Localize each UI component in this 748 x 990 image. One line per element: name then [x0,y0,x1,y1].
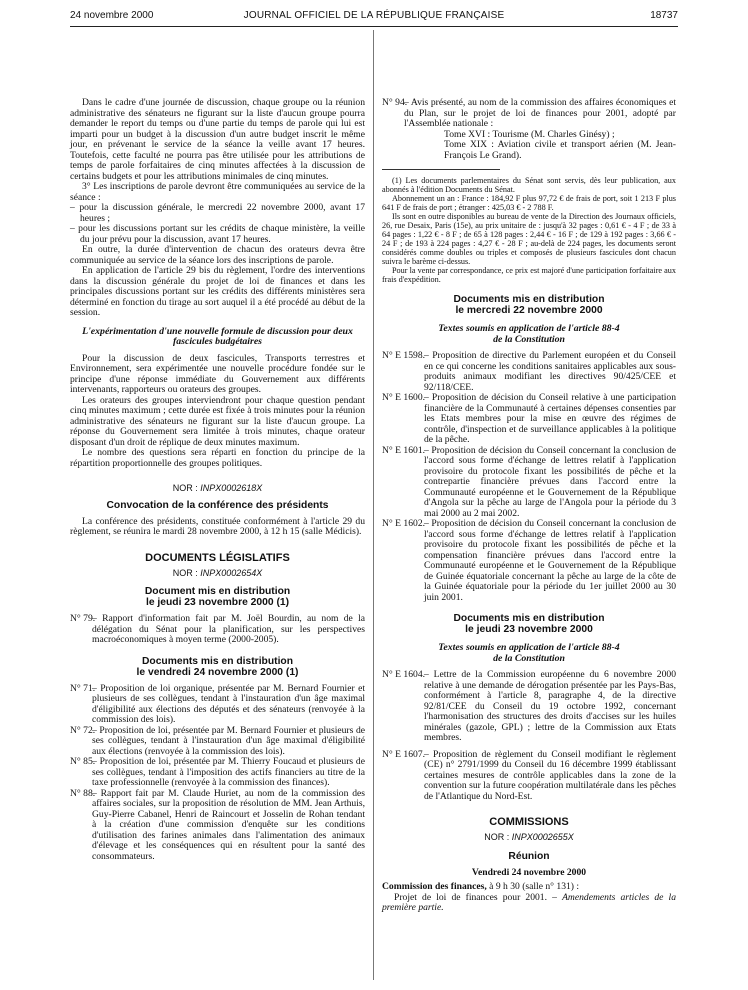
agenda-italic: Amendements articles de la première partie. [382,891,676,913]
document-entry [70,614,365,646]
entry-text: – Proposition de décision du Conseil concernant la conclusion de l'accord sous forme d'échange de lettres relatif à l'application provisoire du protocole fixant les possibilités de pêche et la contrepartie financière prévues dans l'accord entre la Communauté européenne et le Gouvernement de la République d'Angola sur la pêche au large de l'Angola pour la période du 3 mai 2000 au 2 mai 2002. [424,444,676,519]
entry-number: N° 72. [70,724,96,736]
nor-reference [70,483,365,494]
nor-code: INPX0002618X [200,483,263,493]
header-rule [70,26,678,27]
section-subtitle: L'expérimentation d'une nouvelle formule de discussion pour deux fascicules budgétaires [82,325,353,347]
entry-text: – Avis présenté, au nom de la commission des affaires économiques et du Plan, sur le projet de loi de finances pour 2001, adopté par l'Assemblée nationale : [404,97,676,129]
entry-text: – Lettre de la Commission européenne du 6 novembre 2000 relative à une demande de dérogation présentée par les Pays-Bas, conformément à l'article 8, paragraphe 4, de la directive 92/81/CEE du Conseil du 19 octobre 1992, concernant l'harmonisation des structures des droits d'accises sur les huiles minérales (gazole, GPL) ; lettre de la Commission aux Etats membres. [424,669,676,743]
reunion-date: Vendredi 24 novembre 2000 [471,866,587,878]
section-heading: DOCUMENTS LÉGISLATIFS [145,551,290,564]
distribution-heading: le mercredi 22 novembre 2000 [455,305,603,316]
entry-number: N° E 1602. [382,518,426,529]
paragraph: Le nombre des questions sera réparti en fonction du principe de la répartition proportionnelle des groupes politiques. [70,447,365,469]
header-date: 24 novembre 2000 [70,10,154,21]
nor-code: INPX0002655X [511,832,574,842]
paragraph: Les orateurs des groupes interviendront pour chaque question pendant cinq minutes maximum ; cette durée est fixée à trois minutes pour la réunion administrative des sénateurs ne figurant sur la liste d'aucun groupe. La réponse du Gouvernement sera limitée à trois minutes, chaque orateur disposant d'un droit de réplique de deux minutes maximum. [70,394,365,448]
section-subtitle: Textes soumis en application de l'article 88-4 [438,323,620,334]
distribution-heading: Documents mis en distribution [141,655,294,667]
right-column [382,98,676,914]
paragraph: La conférence des présidents, constituée conformément à l'article 29 du règlement, se réunira le mardi 28 novembre 2000, à 12 h 15 (salle Médicis). [70,515,365,537]
nor-code: INPX0002654X [200,567,263,578]
commission-time: à 9 h 30 (salle n° 131) : [489,881,580,892]
entry-number: N° E 1598. [382,350,426,361]
entry-number: N° E 1607. [382,748,426,760]
distribution-heading: le jeudi 23 novembre 2000 [465,624,593,635]
document-entry [382,98,676,130]
page-header [12,10,736,24]
tome-line: Tome XIX : Aviation civile et transport aérien (M. Jean-François Le Grand). [444,139,676,161]
bullet-item: – pour la discussion générale, le mercredi 22 novembre 2000, avant 17 heures ; [70,202,365,224]
nor-label: NOR : [172,567,198,578]
distribution-heading: Documents mis en distribution [453,613,605,624]
header-page-number: 18737 [650,10,678,21]
document-entry [382,750,676,803]
document-entry [382,519,676,603]
entry-number: N° 85. [70,756,96,767]
document-entry [70,757,365,789]
document-entry [70,789,365,863]
entry-text: – Proposition de directive du Parlement européen et du Conseil en ce qui concerne les conditions sanitaires applicables aux sous-produits animaux modifiant les directives 90/425/CEE et 92/118/CEE. [424,350,676,393]
section-heading: COMMISSIONS [489,816,569,828]
document-entry [382,393,676,446]
tome-line: Tome XVI : Tourisme (M. Charles Ginésy) ; [444,128,615,140]
commission-name: Commission des finances, [382,881,487,892]
distribution-heading: Documents mis en distribution [453,294,605,305]
nor-label: NOR : [172,483,198,493]
document-entry [382,351,676,393]
bullet-item: – pour les discussions portant sur les crédits de chaque ministère, la veille du jour prévu pour la discussion, avant 17 heures. [70,223,365,245]
entry-number: N° 94. [382,97,408,108]
entry-text: – Proposition de loi, présentée par M. Thierry Foucaud et plusieurs de ses collègues, tendant à l'imposition des actifs financiers au titre de la taxe professionnelle (renvoyée à la commission des finances). [92,756,365,788]
left-column [70,98,365,862]
reunion-heading: Réunion [508,850,550,862]
footnote: Ils sont en outre disponibles au bureau de vente de la Direction des Journaux officiels, 26, rue Desaix, Paris (15e), au prix unitaire de : jusqu'à 32 pages : 0,61 € - 4 F ; de 33 à 64 pages : 1,22 € - 8 F ; de 65 à 128 pages : 2,44 € - 16 F ; de 129 à 192 pages : 3,66 € - 24 F ; de 193 à 224 pages : 4,27 € - 28 F ; au-delà de 224 pages, les documents seront considérés comme doubles ou triples et composés de plusieurs fascicules dont chacun suivra le barème ci-dessus. [382,212,676,266]
document-entry [70,684,365,726]
footnote: (1) Les documents parlementaires du Sénat sont servis, dès leur publication, aux abonnés à l'édition Documents du Sénat. [382,176,676,194]
section-subtitle: de la Constitution [493,333,565,345]
entry-number: N° E 1600. [382,392,426,403]
paragraph: Pour la discussion de deux fascicules, Transports terrestres et Environnement, sera expérimentée une nouvelle procédure fondée sur le principe d'une réponse immédiate du Gouvernement aux différents intervenants, rapporteurs ou orateurs des groupes. [70,352,365,395]
entry-text: – Rapport fait par M. Claude Huriet, au nom de la commission des affaires sociales, sur la proposition de résolution de MM. Jean Arthuis, Guy-Pierre Cabanel, Henri de Raincourt et Josselin de Rohan tendant à la création d'une commission d'enquête sur les conditions d'utilisation des farines animales dans l'alimentation des animaux d'élevage et les conséquences qui en résultent pour la santé des consommateurs. [92,787,365,862]
paragraph: En application de l'article 29 bis du règlement, l'ordre des interventions dans la discussion générale du projet de loi de finances et dans les principales discussions portant sur les crédits des différents ministères sera déterminé en fonction du tirage au sort auquel il a été procédé au début de la session. [70,265,365,318]
entry-number: N° 88. [70,787,96,799]
entry-number: N° 79. [70,613,96,624]
commission-agenda [382,893,676,914]
nor-reference [382,832,676,843]
entry-text: – Proposition de règlement du Conseil modifiant le règlement (CE) n° 2791/1999 du Conseil du 16 décembre 1999 établissant certaines mesures de contrôle applicables dans la zone de la convention sur la future coopération multilatérale dans les pêches de l'Atlantique du Nord-Est. [424,748,676,802]
entry-text: – Rapport d'information fait par M. Joël Bourdin, au nom de la délégation du Sénat pour la planification, sur les perspectives macroéconomiques à moyen terme (2000-2005). [92,613,365,645]
entry-text: – Proposition de décision du Conseil concernant la conclusion de l'accord sous forme d'échange de lettres relatif à l'application provisoire du protocole fixant les possibilités de pêche et la compensation financière prévues dans l'accord entre la Communauté européenne et le Gouvernement de la République de Guinée équatoriale concernant la pêche au large de la côte de la Guinée équatoriale pour la période du 1er juillet 2000 au 30 juin 2001. [424,518,676,603]
document-entry [382,446,676,520]
entry-number: N° 71. [70,682,96,694]
entry-text: – Proposition de loi, présentée par M. Bernard Fournier et plusieurs de ses collègues, tendant à l'instauration d'un âge maximal d'éligibilité aux élections (renvoyée à la commission des lois). [92,724,365,757]
section-subtitle: Textes soumis en application de l'article 88-4 [438,642,620,653]
footnote: Abonnement un an : France : 184,92 F plus 97,72 € de frais de port, soit 1 213 F plus 641 F de frais de port ; étranger : 425,03 € - 2 788 F. [382,194,676,212]
paragraph: Dans le cadre d'une journée de discussion, chaque groupe ou la réunion administrative des sénateurs ne figurant sur la liste d'aucun groupe pourra demander le report du temps ou d'une partie du temps de parole qui lui est imparti pour un budget à la discussion d'un autre budget inscrit le même jour, en prévenant le service de la séance la veille avant 17 heures. Toutefois, cette faculté ne pourra pas être utilisée pour les attributions de temps de parole forfaitaires de cinq minutes affectées à la discussion de certains budgets et pour les attributions minimales de cinq minutes. [70,97,365,182]
paragraph: 3° Les inscriptions de parole devront être communiquées au service de la séance : [70,181,365,203]
entry-text: – Proposition de loi organique, présentée par M. Bernard Fournier et plusieurs de ses collègues, tendant à l'instauration d'un âge maximal d'éligibilité aux élections des députés et des sénateurs (renvoyée à la commission des lois). [92,682,365,725]
entry-text: – Proposition de décision du Conseil relative à une participation financière de la Communauté à certaines dépenses consenties par les Etats membres pour la mise en œuvre des régimes de contrôle, d'inspection et de surveillance applicables à la politique de la pêche. [424,392,676,445]
distribution-heading: le jeudi 23 novembre 2000 (1) [145,597,290,608]
distribution-heading: Document mis en distribution [144,586,291,597]
section-subtitle: de la Constitution [493,652,565,664]
header-journal-title: JOURNAL OFFICIEL DE LA RÉPUBLIQUE FRANÇAISE [243,10,505,21]
nor-reference [70,568,365,579]
footnotes [382,176,676,284]
entry-number: N° E 1601. [382,444,426,456]
agenda-text: Projet de loi de finances pour 2001. – [394,891,557,903]
paragraph: En outre, la durée d'intervention de chacun des orateurs devra être communiquée au service de la séance lors des inscriptions de parole. [70,244,365,266]
document-entry [382,670,676,744]
footnote-rule [382,169,500,170]
document-entry [70,726,365,758]
nor-label: NOR : [484,832,510,842]
section-heading: Convocation de la conférence des présidents [106,499,329,511]
column-separator [373,30,374,980]
footnote: Pour la vente par correspondance, ce prix est majoré d'une participation forfaitaire aux frais d'expédition. [382,266,676,284]
distribution-heading: le vendredi 24 novembre 2000 (1) [136,666,299,678]
entry-number: N° E 1604. [382,669,426,680]
